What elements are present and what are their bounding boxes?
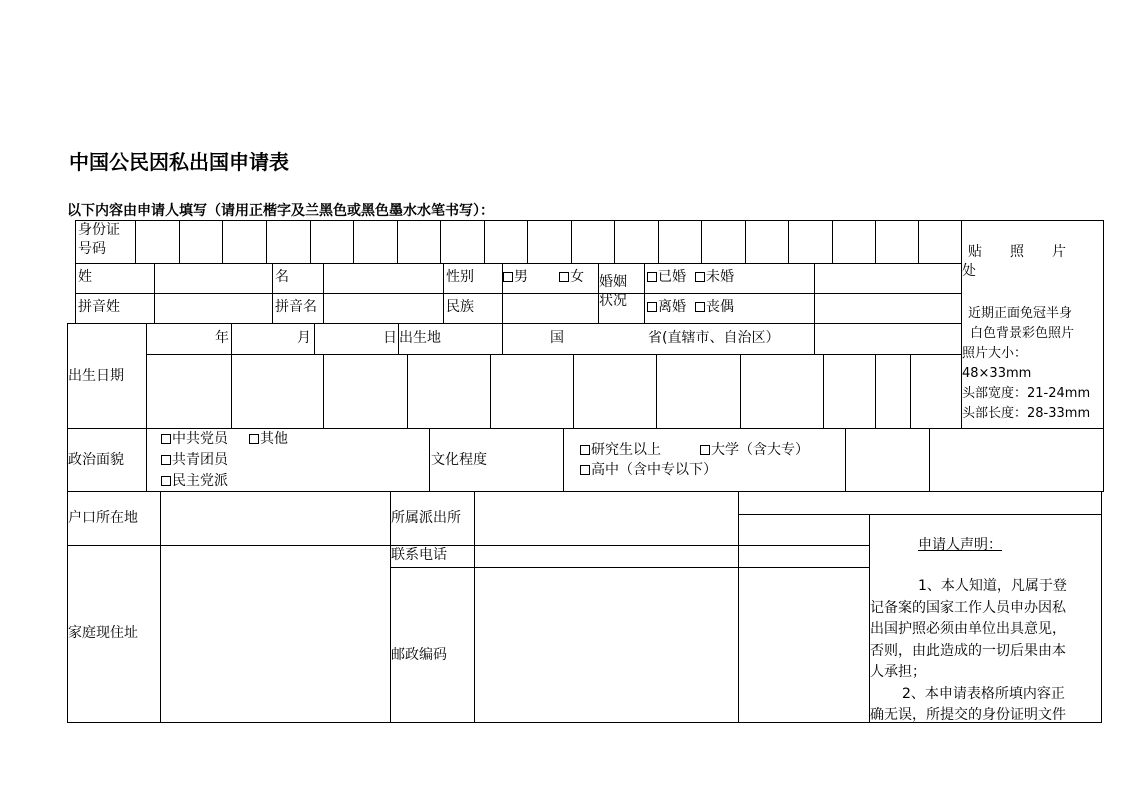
political-ccp-option[interactable]: 中共党员 xyxy=(161,430,228,449)
country-label: 国 xyxy=(550,330,564,346)
id-number-label: 身份证 号码 xyxy=(78,222,120,257)
id-number-field[interactable] xyxy=(136,221,960,262)
checkbox-icon[interactable] xyxy=(647,272,657,282)
hukou-label: 户口所在地 xyxy=(68,510,138,526)
marital-unmarried-option[interactable]: 未婚 xyxy=(695,268,734,287)
form-instructions: 以下内容由申请人填写（请用正楷字及兰黑色或黑色墨水水笔书写）： xyxy=(67,203,494,219)
phone-field[interactable] xyxy=(475,546,737,566)
checkbox-icon[interactable] xyxy=(161,455,171,465)
political-democratic-option[interactable]: 民主党派 xyxy=(161,472,228,491)
checkbox-icon[interactable] xyxy=(161,434,171,444)
marital-divorced-option[interactable]: 离婚 xyxy=(647,298,686,317)
ethnicity-field[interactable] xyxy=(503,294,597,322)
declaration-title: 申请人声明： xyxy=(918,537,1002,553)
surname-field[interactable] xyxy=(155,264,271,292)
education-grad-option[interactable]: 研究生以上 xyxy=(580,441,661,460)
pinyin-surname-label: 拼音姓 xyxy=(78,299,120,315)
political-cyl-option[interactable]: 共青团员 xyxy=(161,451,228,470)
surname-label: 姓 xyxy=(78,269,92,285)
checkbox-icon[interactable] xyxy=(249,434,259,444)
education-highschool-option[interactable]: 高中（含中专以下） xyxy=(580,461,717,480)
photo-requirements: 近期正面免冠半身 白色背景彩色照片 照片大小： 48×33mm 头部宽度：21-24mm 头部长度：28-33mm xyxy=(962,306,1091,421)
political-other-option[interactable]: 其他 xyxy=(249,430,288,449)
birthplace-label: 出生地 xyxy=(399,330,441,346)
marital-status-label: 婚姻 状况 xyxy=(599,274,627,309)
checkbox-icon[interactable] xyxy=(580,445,590,455)
checkbox-icon[interactable] xyxy=(695,272,705,282)
checkbox-icon[interactable] xyxy=(503,272,513,282)
marital-widowed-option[interactable]: 丧偶 xyxy=(695,298,734,317)
hukou-field[interactable] xyxy=(161,492,389,544)
postcode-label: 邮政编码 xyxy=(391,647,447,663)
checkbox-icon[interactable] xyxy=(695,302,705,312)
marital-married-option[interactable]: 已婚 xyxy=(647,268,686,287)
date-of-birth-label: 出生日期 xyxy=(68,368,124,384)
police-station-field[interactable] xyxy=(475,492,737,544)
postcode-field[interactable] xyxy=(475,568,737,721)
gender-female-option[interactable]: 女 xyxy=(559,268,584,287)
month-label: 月 xyxy=(297,330,311,346)
page-title: 中国公民因私出国申请表 xyxy=(69,150,289,174)
checkbox-icon[interactable] xyxy=(559,272,569,282)
gender-male-option[interactable]: 男 xyxy=(503,268,528,287)
home-address-label: 家庭现住址 xyxy=(68,625,138,641)
home-address-field[interactable] xyxy=(161,546,389,721)
checkbox-icon[interactable] xyxy=(580,465,590,475)
year-label: 年 xyxy=(215,330,229,346)
political-status-label: 政治面貌 xyxy=(68,452,124,468)
pinyin-surname-field[interactable] xyxy=(155,294,271,322)
date-of-birth-field[interactable] xyxy=(147,355,960,427)
ethnicity-label: 民族 xyxy=(446,299,474,315)
phone-label: 联系电话 xyxy=(391,547,447,563)
education-college-option[interactable]: 大学（含大专） xyxy=(700,441,809,460)
day-label: 日 xyxy=(383,330,397,346)
province-label: 省(直辖市、自治区） xyxy=(648,330,780,346)
checkbox-icon[interactable] xyxy=(700,445,710,455)
photo-placeholder-label: 贴 照 片 处 xyxy=(962,244,1066,279)
pinyin-given-name-field[interactable] xyxy=(324,294,442,322)
gender-label: 性别 xyxy=(446,269,474,285)
given-name-label: 名 xyxy=(275,269,289,285)
given-name-field[interactable] xyxy=(324,264,442,292)
declaration-text: 1、本人知道，凡属于登 记备案的国家工作人员申办因私 出国护照必须由单位出具意见， 否则，由此造成的一切后果由本 人承担； 2、本申请表格所填内容正 确无误，所提交的身份证明文件 xyxy=(870,578,1067,723)
police-station-label: 所属派出所 xyxy=(391,510,461,526)
checkbox-icon[interactable] xyxy=(647,302,657,312)
education-label: 文化程度 xyxy=(431,452,487,468)
pinyin-given-name-label: 拼音名 xyxy=(275,299,317,315)
checkbox-icon[interactable] xyxy=(161,476,171,486)
